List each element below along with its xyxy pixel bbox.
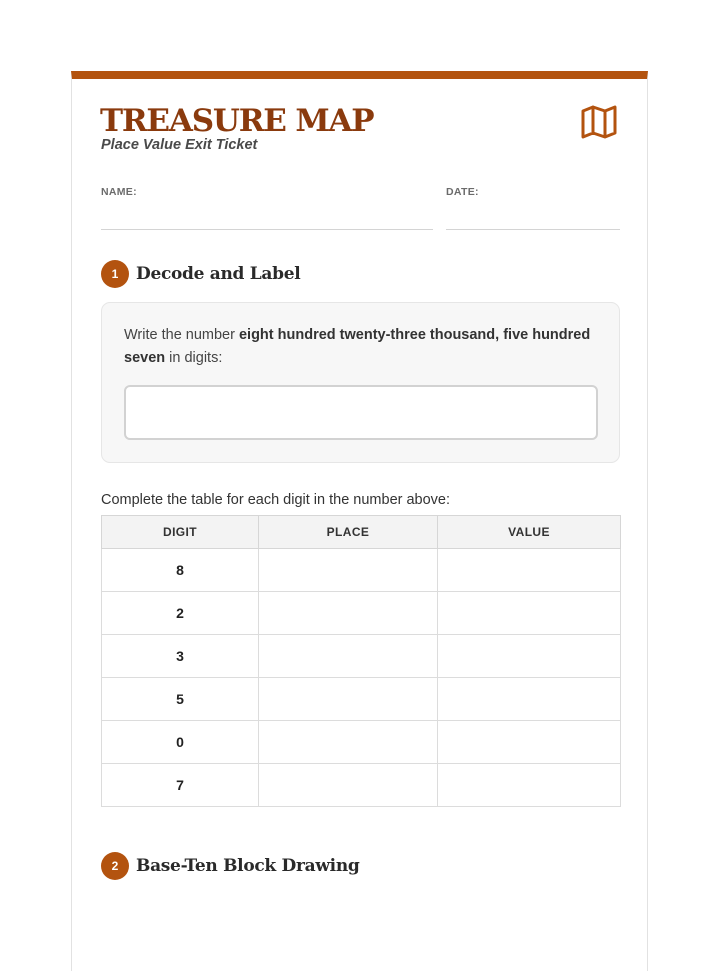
table-row [102,764,621,807]
value-cell[interactable] [438,764,621,807]
date-field[interactable] [446,229,620,230]
table-header-row [102,516,621,549]
digit-cell: 7 [102,764,259,807]
question-box [101,302,620,463]
place-cell[interactable] [259,549,438,592]
map-icon [580,103,618,141]
value-cell[interactable] [438,592,621,635]
page-title: TREASURE MAP [100,103,374,139]
value-cell[interactable] [438,678,621,721]
table-row [102,592,621,635]
column-header-digit: DIGIT [102,516,259,549]
prompt-number-words: eight hundred twenty-three thousand, five hundred seven [124,327,591,366]
section-title: Base-Ten Block Drawing [136,856,360,876]
value-cell[interactable] [438,635,621,678]
place-cell[interactable] [259,592,438,635]
question-prompt [124,324,604,370]
digit-cell: 3 [102,635,259,678]
table-row [102,721,621,764]
column-header-place: PLACE [259,516,438,549]
section-title: Decode and Label [136,264,301,284]
date-label: DATE: [446,186,479,198]
worksheet [71,71,648,971]
prompt-text-end: in digits: [165,350,223,366]
place-cell[interactable] [259,721,438,764]
place-value-table [101,515,621,807]
section-1-header [101,259,300,289]
place-cell[interactable] [259,764,438,807]
column-header-value: VALUE [438,516,621,549]
table-instructions: Complete the table for each digit in the number above: [101,492,451,508]
value-cell[interactable] [438,721,621,764]
name-field[interactable] [101,229,433,230]
name-label: NAME: [101,186,137,198]
digit-cell: 0 [102,721,259,764]
page-subtitle: Place Value Exit Ticket [101,137,258,153]
table-row [102,678,621,721]
section-number-badge: 1 [101,260,129,288]
section-2-header [101,851,359,881]
table-row [102,635,621,678]
place-cell[interactable] [259,678,438,721]
answer-input[interactable] [124,385,598,440]
digit-cell: 2 [102,592,259,635]
value-cell[interactable] [438,549,621,592]
digit-cell: 5 [102,678,259,721]
digit-cell: 8 [102,549,259,592]
section-number-badge: 2 [101,852,129,880]
prompt-text-start: Write the number [124,327,239,343]
table-row [102,549,621,592]
place-cell[interactable] [259,635,438,678]
